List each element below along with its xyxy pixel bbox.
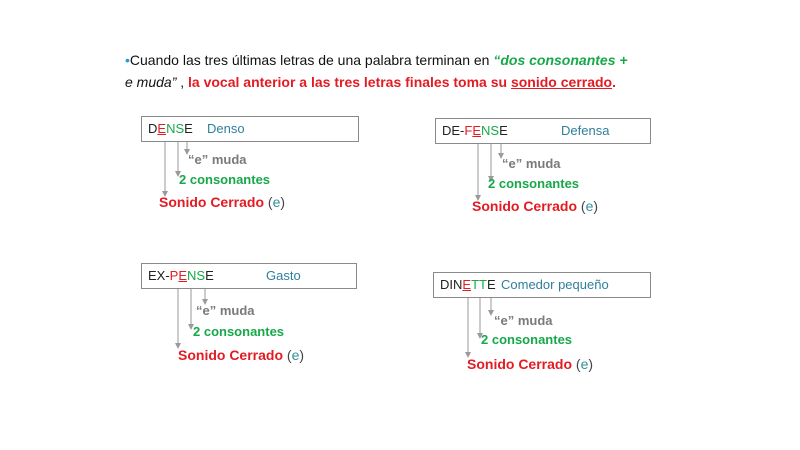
example-card-defense	[435, 118, 655, 268]
intro-quote-green: “dos consonantes +	[493, 52, 628, 68]
e-muda-label: “e” muda	[188, 152, 247, 167]
intro-red-text: la vocal anterior a las tres letras finales toma su	[188, 74, 511, 90]
intro-paragraph	[125, 49, 685, 93]
sonido-cerrado-label: Sonido Cerrado (e)	[159, 194, 286, 210]
translation: Defensa	[561, 123, 610, 138]
example-word: DE-FENSE	[442, 123, 508, 138]
arrows	[435, 118, 655, 268]
translation: Gasto	[266, 268, 301, 283]
example-card-dense	[141, 116, 361, 266]
example-word: DENSE	[148, 121, 193, 136]
sonido-cerrado-label: Sonido Cerrado (e)	[472, 198, 599, 214]
example-word: DINETTE	[440, 277, 496, 292]
bullet: •	[125, 52, 130, 68]
translation: Comedor pequeño	[501, 277, 609, 292]
sonido-cerrado-label: Sonido Cerrado (e)	[467, 356, 594, 372]
e-muda-label: “e” muda	[196, 303, 255, 318]
e-muda-label: “e” muda	[502, 156, 561, 171]
example-word: EX-PENSE	[148, 268, 214, 283]
sonido-cerrado-label: Sonido Cerrado (e)	[178, 347, 305, 363]
arrows	[433, 272, 653, 422]
consonantes-label: 2 consonantes	[481, 332, 573, 347]
intro-comma: ,	[176, 74, 189, 90]
consonantes-label: 2 consonantes	[488, 176, 580, 191]
arrows	[141, 116, 361, 266]
example-card-dinette	[433, 272, 653, 422]
e-muda-label: “e” muda	[494, 313, 553, 328]
consonantes-label: 2 consonantes	[179, 172, 271, 187]
intro-red-underline: sonido cerrado	[510, 74, 613, 90]
intro-text: Cuando las tres últimas letras de una palabra terminan en	[129, 52, 494, 68]
example-card-expense	[141, 263, 361, 413]
consonantes-label: 2 consonantes	[193, 324, 285, 339]
translation: Denso	[207, 121, 245, 136]
intro-period: .	[612, 74, 616, 90]
intro-quote-muda: e muda”	[125, 74, 177, 90]
